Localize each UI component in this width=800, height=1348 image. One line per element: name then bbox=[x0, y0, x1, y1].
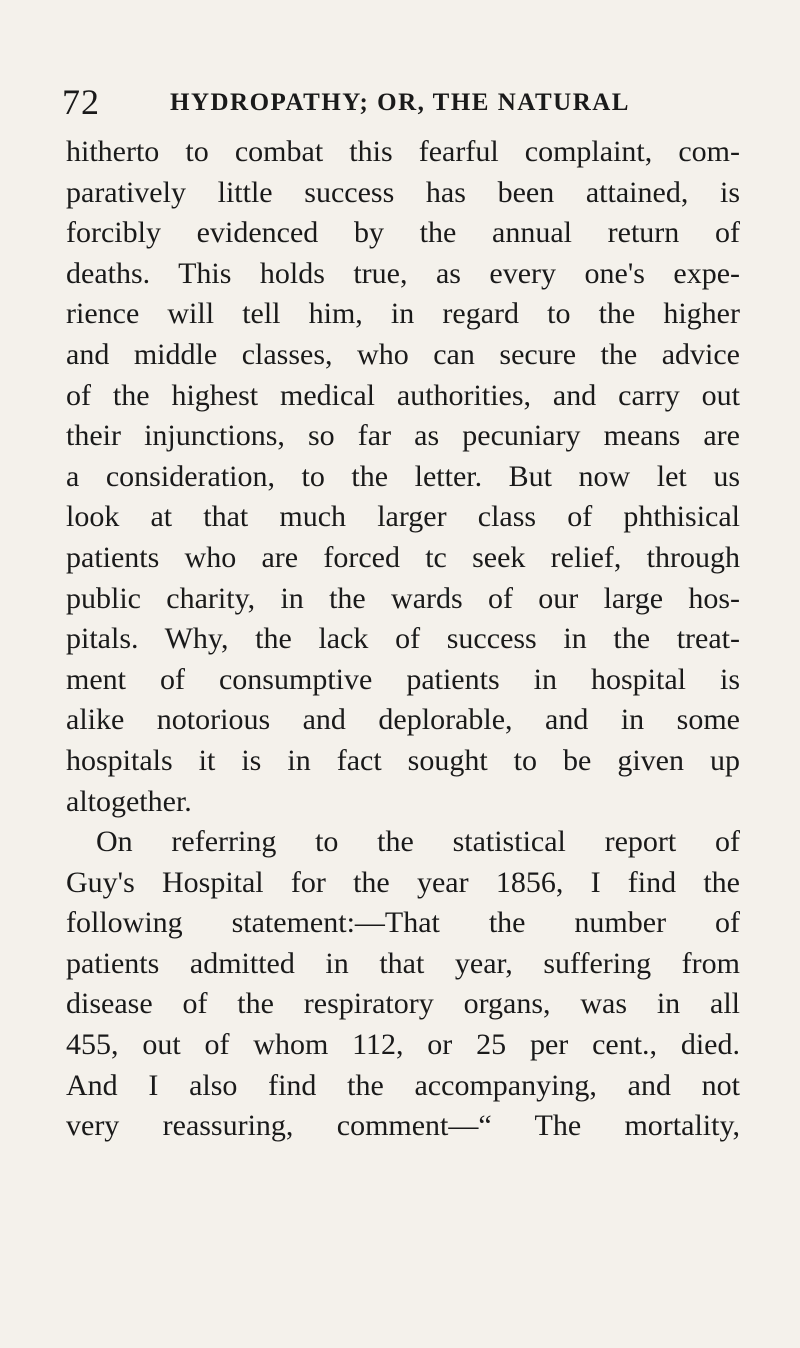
text-line: a consideration, to the letter. But now let us bbox=[66, 459, 740, 493]
text-line: Guy's Hospital for the year 1856, I find the bbox=[66, 865, 740, 899]
page-number: 72 bbox=[62, 82, 100, 122]
text-line: 455, out of whom 112, or 25 per cent., died. bbox=[66, 1028, 740, 1062]
text-line: and middle classes, who can secure the advice bbox=[66, 337, 740, 371]
text-line: public charity, in the wards of our large hos- bbox=[66, 581, 740, 615]
running-title: HYDROPATHY; OR, THE NATURAL bbox=[170, 89, 630, 116]
text-line: ment of consumptive patients in hospital is bbox=[66, 662, 740, 696]
text-line: hospitals it is in fact sought to be given up bbox=[66, 743, 740, 777]
text-line: following statement:—That the number of bbox=[66, 906, 740, 940]
text-line: deaths. This holds true, as every one's expe- bbox=[66, 256, 740, 290]
text-line: patients admitted in that year, suffering from bbox=[66, 946, 740, 980]
text-line: look at that much larger class of phthisical bbox=[66, 500, 740, 534]
running-head bbox=[62, 82, 762, 122]
text-line: disease of the respiratory organs, was in all bbox=[66, 987, 740, 1021]
text-line: their injunctions, so far as pecuniary means are bbox=[66, 419, 740, 453]
text-line: very reassuring, comment—“ The mortality, bbox=[66, 1109, 740, 1143]
text-line: of the highest medical authorities, and carry out bbox=[66, 378, 740, 412]
text-line: On referring to the statistical report of bbox=[96, 825, 740, 859]
text-line: patients who are forced tc seek relief, through bbox=[66, 540, 740, 574]
text-line: alike notorious and deplorable, and in some bbox=[66, 703, 740, 737]
text-line: forcibly evidenced by the annual return of bbox=[66, 216, 740, 250]
text-line: And I also find the accompanying, and not bbox=[66, 1068, 740, 1102]
text-line: pitals. Why, the lack of success in the treat- bbox=[66, 622, 740, 656]
text-line: altogether. bbox=[66, 784, 192, 818]
body-text bbox=[66, 132, 740, 1147]
text-line: rience will tell him, in regard to the higher bbox=[66, 297, 740, 331]
text-line: hitherto to combat this fearful complaint, com- bbox=[66, 135, 740, 168]
text-line: paratively little success has been attained, is bbox=[66, 175, 740, 209]
